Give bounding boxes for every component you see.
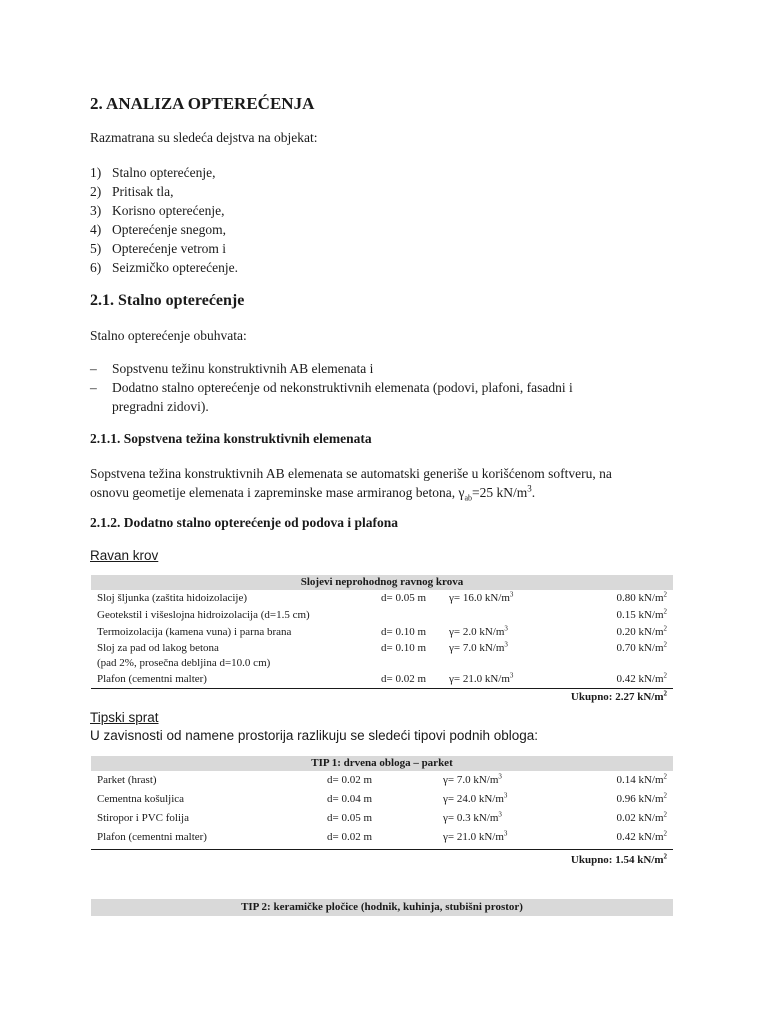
actions-list: [90, 163, 238, 277]
list-item: 5) Opterećenje vetrom i: [90, 241, 226, 256]
floor-type1-table: [91, 756, 673, 869]
roof-layers-table: [91, 575, 673, 706]
subsection-title: 2.1. Stalno opterećenje: [90, 292, 245, 309]
list-item: 4) Opterećenje snegom,: [90, 222, 226, 237]
table-row: (pad 2%, prosečna debljina d=10.0 cm): [97, 657, 271, 669]
table-row: Sloj šljunka (zaštita hidoizolacije) d= 0.05 m γ= 16.0 $kN/m^3$ 0.80 $kN/m^2$: [97, 590, 667, 604]
list-item: 3) Korisno opterećenje,: [90, 203, 225, 218]
table-total: Ukupno: 1.54 $kN/m^2$: [570, 852, 667, 866]
list-item: 6) Seizmičko opterećenje.: [90, 260, 238, 275]
table-title: TIP 1: drvena obloga – parket: [91, 756, 673, 771]
roof-heading: Ravan krov: [90, 548, 159, 563]
table-row: Stiropor i PVC folija d= 0.05 m γ= 0.3 $kN/m^3$ 0.02 $kN/m^2$: [97, 810, 667, 824]
table-row: Termoizolacija (kamena vuna) i parna brana d= 0.10 m γ= 2.0 $kN/m^3$ 0.20 $kN/m^2$: [97, 624, 667, 638]
list-item: 2) Pritisak tla,: [90, 184, 174, 199]
table-row: Plafon (cementni malter) d= 0.02 m γ= 21.0 $kN/m^3$ 0.42 $kN/m^2$: [97, 671, 667, 685]
table-total: Ukupno: 2.27 $kN/m^2$: [570, 689, 667, 703]
table-row: Cementna košuljica d= 0.04 m γ= 24.0 $kN/m^3$ 0.96 $kN/m^2$: [97, 791, 667, 805]
floor-type2-table: [91, 899, 673, 916]
table-title: TIP 2: keramičke pločice (hodnik, kuhinja, stubišni prostor): [91, 899, 673, 916]
intro-paragraph: Razmatrana su sledeća dejstva na objekat:: [90, 130, 318, 145]
list-item: – Sopstvenu težinu konstruktivnih AB elemenata i: [90, 361, 374, 376]
components-list: [90, 359, 573, 416]
floor-intro: U zavisnosti od namene prostorija razlikuju se sledeći tipovi podnih obloga:: [90, 728, 538, 743]
selfweight-paragraph: Sopstvena težina konstruktivnih AB elemenata se automatski generiše u korišćenom softveru, na osnovu geometije elemenata i zapreminske mase armiranog betona, $\gamma_{ab}=25$ $kN/m^3$.: [90, 466, 612, 503]
table-row: Sloj za pad od lakog betona d= 0.10 m γ= 7.0 $kN/m^3$ 0.70 $kN/m^2$: [97, 640, 667, 654]
section-title: 2. ANALIZA OPTEREĆENJA: [90, 94, 315, 113]
table-row: Plafon (cementni malter) d= 0.02 m γ= 21.0 $kN/m^3$ 0.42 $kN/m^2$: [97, 829, 667, 843]
table-row: Geotekstil i višeslojna hidroizolacija (d=1.5 cm) 0.15 $kN/m^2$: [97, 607, 667, 621]
floor-heading: Tipski sprat: [90, 710, 159, 725]
list-item: 1) Stalno opterećenje,: [90, 165, 216, 180]
subsection-intro: Stalno opterećenje obuhvata:: [90, 328, 247, 343]
subsubsection-title: 2.1.1. Sopstvena težina konstruktivnih elemenata: [90, 431, 372, 446]
list-item: – Dodatno stalno opterećenje od nekonstruktivnih elemenata (podovi, plafoni, fasadni i pregradni zidovi).: [90, 380, 573, 414]
table-divider: [91, 849, 673, 850]
table-title: Slojevi neprohodnog ravnog krova: [91, 575, 673, 590]
subsubsection-title: 2.1.2. Dodatno stalno opterećenje od podova i plafona: [90, 515, 399, 530]
table-row: Parket (hrast) d= 0.02 m γ= 7.0 $kN/m^3$ 0.14 $kN/m^2$: [97, 772, 667, 786]
